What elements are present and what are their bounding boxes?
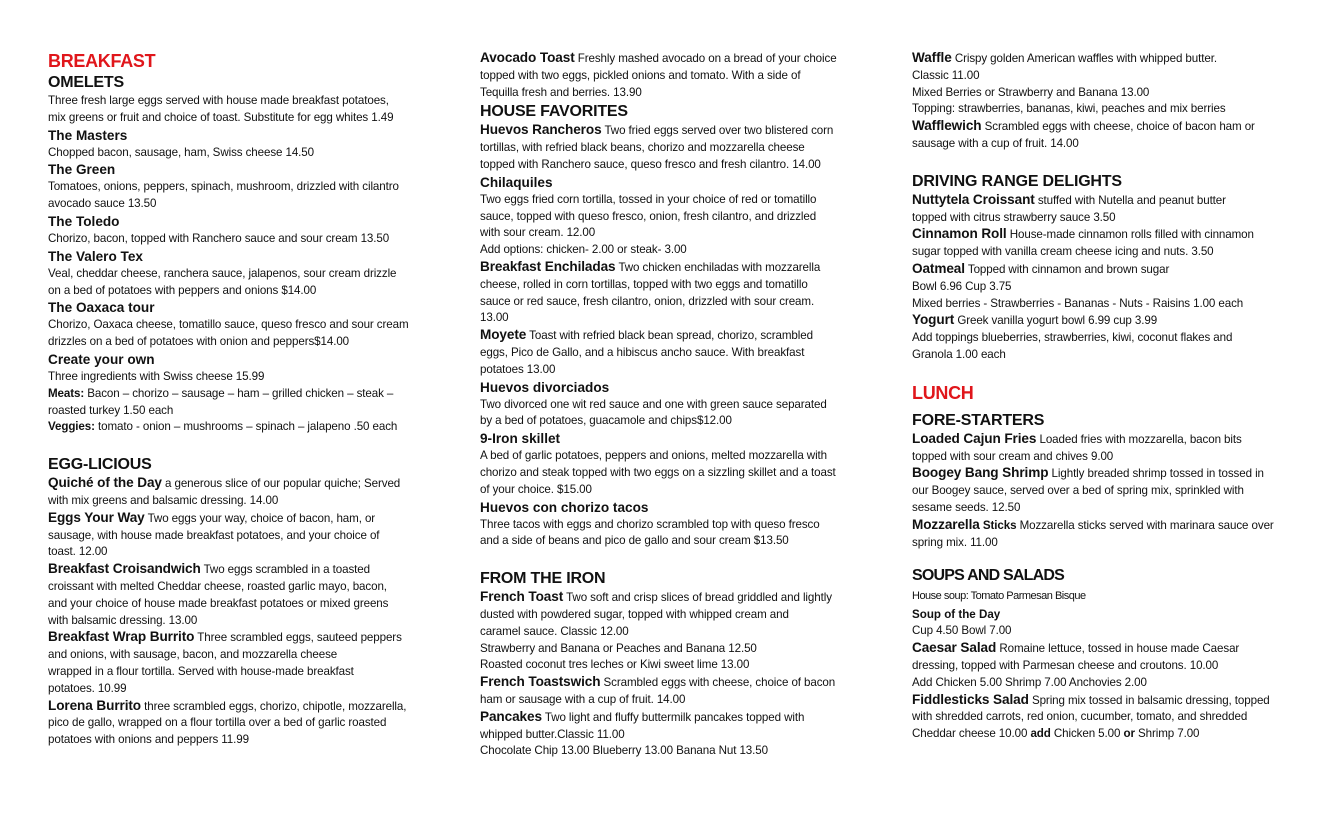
menu-item <box>48 629 468 647</box>
item-name-suffix: Sticks <box>982 518 1017 532</box>
menu-item <box>480 674 900 692</box>
item-desc: sausage, with house made breakfast potatoes, and your choice of <box>48 528 380 542</box>
menu-item <box>912 431 1332 449</box>
section-title-house-favorites: HOUSE FAVORITES <box>480 103 628 121</box>
section-title-omelets: OMELETS <box>48 74 124 91</box>
item-desc: whipped butter.Classic 11.00 <box>480 727 625 741</box>
item-name: The Green <box>48 162 116 178</box>
item-desc: Topping: strawberries, bananas, kiwi, peaches and mix berries <box>912 102 1226 116</box>
menu-item <box>912 517 1332 535</box>
item-desc: of your choice. $15.00 <box>480 482 592 496</box>
addon-text: Cheddar cheese 10.00 <box>912 727 1031 741</box>
meats-line <box>48 386 468 403</box>
item-desc: topped with sour cream and chives 9.00 <box>912 449 1114 463</box>
item-name: The Oaxaca tour <box>48 300 155 316</box>
menu-item <box>912 50 1332 68</box>
section-title-lunch: LUNCH <box>912 382 974 403</box>
item-desc: and your choice of house made breakfast potatoes or mixed greens <box>48 596 389 610</box>
menu-item <box>912 312 1332 330</box>
item-desc: Add toppings blueberries, strawberries, kiwi, coconut flakes and <box>912 331 1233 345</box>
item-name: Mozzarella <box>912 516 980 532</box>
item-desc: House-made cinnamon rolls filled with cinnamon <box>1009 228 1254 242</box>
item-desc: Add Chicken 5.00 Shrimp 7.00 Anchovies 2.00 <box>912 675 1147 689</box>
item-name: Breakfast Wrap Burrito <box>48 629 195 645</box>
item-name: French Toastswich <box>480 674 601 690</box>
item-desc: croissant with melted Cheddar cheese, roasted garlic mayo, bacon, <box>48 579 387 593</box>
section-title-breakfast: BREAKFAST <box>48 51 156 71</box>
item-desc: eggs, Pico de Gallo, and a hibiscus ancho sauce. With breakfast <box>480 345 805 359</box>
item-desc: Classic 11.00 <box>912 68 980 82</box>
item-desc: chorizo and steak topped with two eggs on a sizzling skillet and a toast <box>480 465 836 479</box>
item-name: Nuttytela Croissant <box>912 191 1035 207</box>
item-desc: Two fried eggs served over two blistered corn <box>604 124 834 138</box>
item-name: Chilaquiles <box>480 174 553 190</box>
item-desc: Chocolate Chip 13.00 Blueberry 13.00 Banana Nut 13.50 <box>480 744 768 758</box>
addon-text: Chicken 5.00 <box>1050 727 1124 741</box>
item-desc: topped with Ranchero sauce, queso fresco and fresh cilantro. 14.00 <box>480 157 821 171</box>
item-name: Lorena Burrito <box>48 697 142 713</box>
item-desc: Chorizo, bacon, topped with Ranchero sauce and sour cream 13.50 <box>48 231 390 245</box>
menu-item <box>912 261 1332 279</box>
veggies-text: tomato - onion – mushrooms – spinach – jalapeno .50 each <box>98 420 398 434</box>
item-desc: potatoes 13.00 <box>480 362 556 376</box>
item-desc: Spring mix tossed in balsamic dressing, topped <box>1031 693 1270 707</box>
item-desc: Two eggs your way, choice of bacon, ham, or <box>147 511 376 525</box>
item-desc: dusted with powdered sugar, topped with whipped cream and <box>480 607 789 621</box>
item-desc: wrapped in a flour tortilla. Served with house-made breakfast <box>48 664 354 678</box>
item-name: Fiddlesticks Salad <box>912 691 1029 707</box>
item-desc: Two light and fluffy buttermilk pancakes topped with <box>541 710 805 724</box>
addon-or: or <box>1123 727 1135 741</box>
menu-item <box>48 561 468 579</box>
item-desc: and onions, with sausage, bacon, and mozzarella cheese <box>48 648 338 662</box>
column-lunch <box>912 50 1332 743</box>
item-desc: Three ingredients with Swiss cheese 15.99 <box>48 369 265 383</box>
item-desc: drizzles on a bed of potatoes with onion and peppers$14.00 <box>48 335 350 349</box>
item-name: Wafflewich <box>912 118 982 134</box>
item-desc: sauce, topped with queso fresco, onion, fresh cilantro, and drizzled <box>480 209 817 223</box>
column-breakfast <box>48 50 468 749</box>
item-desc: Loaded fries with mozzarella, bacon bits <box>1039 432 1242 446</box>
item-desc: sugar topped with vanilla cream cheese icing and nuts. 3.50 <box>912 245 1214 259</box>
item-desc: Veal, cheddar cheese, ranchera sauce, jalapenos, sour cream drizzle <box>48 266 397 280</box>
item-desc: A bed of garlic potatoes, peppers and onions, melted mozzarella with <box>480 449 828 463</box>
item-desc: dressing, topped with Parmesan cheese and croutons. 10.00 <box>912 658 1219 672</box>
item-name: Caesar Salad <box>912 640 997 656</box>
item-name: Soup of the Day <box>912 608 1001 622</box>
item-name: The Valero Tex <box>48 248 143 264</box>
item-desc: Romaine lettuce, tossed in house made Caesar <box>999 642 1240 656</box>
addon-text: Shrimp 7.00 <box>1134 727 1200 741</box>
item-name: Breakfast Enchiladas <box>480 258 616 274</box>
item-desc: Chorizo, Oaxaca cheese, tomatillo sauce, queso fresco and sour cream <box>48 318 409 332</box>
item-desc: Tomatoes, onions, peppers, spinach, mushroom, drizzled with cilantro <box>48 180 399 194</box>
menu-item <box>480 709 900 727</box>
menu-item <box>48 510 468 528</box>
menu-item <box>912 192 1332 210</box>
item-desc: Two divorced one wit red sauce and one with green sauce separated <box>480 397 827 411</box>
item-desc: toast. 12.00 <box>48 545 108 559</box>
item-name: 9-Iron skillet <box>480 431 561 447</box>
item-desc: Two eggs fried corn tortilla, tossed in your choice of red or tomatillo <box>480 192 817 206</box>
item-desc: potatoes with onions and peppers 11.99 <box>48 733 249 747</box>
item-desc: Strawberry and Banana or Peaches and Banana 12.50 <box>480 641 757 655</box>
item-desc: sausage with a cup of fruit. 14.00 <box>912 136 1079 150</box>
item-desc: Greek vanilla yogurt bowl 6.99 cup 3.99 <box>957 314 1158 328</box>
item-desc: Scrambled eggs with cheese, choice of bacon ham or <box>984 120 1255 134</box>
item-desc: Chopped bacon, sausage, ham, Swiss cheese 14.50 <box>48 145 314 159</box>
item-desc-addons <box>912 726 1332 743</box>
item-desc: Toast with refried black bean spread, chorizo, scrambled <box>529 329 813 343</box>
section-title-egglicious: EGG-LICIOUS <box>48 456 152 474</box>
item-name: Oatmeal <box>912 260 965 276</box>
section-title-from-the-iron: FROM THE IRON <box>480 570 606 588</box>
item-desc: pico de gallo, wrapped on a flour tortilla over a bed of garlic roasted <box>48 716 387 730</box>
menu-item <box>480 259 900 277</box>
veggies-label: Veggies: <box>48 420 95 434</box>
item-name: Huevos divorciados <box>480 379 610 395</box>
item-desc: on a bed of potatoes with peppers and onions $14.00 <box>48 283 317 297</box>
item-desc: with mix greens and balsamic dressing. 14.00 <box>48 493 279 507</box>
item-name: Breakfast Croisandwich <box>48 561 201 577</box>
item-name: Create your own <box>48 351 155 367</box>
item-name: Pancakes <box>480 708 542 724</box>
item-desc: Two eggs scrambled in a toasted <box>203 563 370 577</box>
veggies-line <box>48 419 468 436</box>
item-name: Huevos Rancheros <box>480 122 602 138</box>
item-name: Quiché of the Day <box>48 475 162 491</box>
item-desc: stuffed with Nutella and peanut butter <box>1037 193 1226 207</box>
item-desc: Two soft and crisp slices of bread griddled and lightly <box>566 591 832 605</box>
menu-item <box>48 698 468 716</box>
item-name: Eggs Your Way <box>48 509 145 525</box>
addon-add: add <box>1030 727 1051 741</box>
omelets-intro: mix greens or fruit and choice of toast. Substitute for egg whites 1.49 <box>48 110 394 124</box>
item-desc: Three tacos with eggs and chorizo scrambled top with queso fresco <box>480 517 820 531</box>
item-desc: caramel sauce. Classic 12.00 <box>480 624 629 638</box>
item-desc: a generous slice of our popular quiche; Served <box>165 477 401 491</box>
menu-item <box>480 327 900 345</box>
item-desc: Topped with cinnamon and brown sugar <box>967 262 1170 276</box>
item-desc: Three scrambled eggs, sauteed peppers <box>197 631 402 645</box>
menu-item <box>480 589 900 607</box>
menu-item <box>912 465 1332 483</box>
item-name: Avocado Toast <box>480 50 575 65</box>
menu-item <box>912 118 1332 136</box>
meats-label: Meats: <box>48 386 85 400</box>
item-name: Huevos con chorizo tacos <box>480 499 649 515</box>
item-desc: sesame seeds. 12.50 <box>912 500 1021 514</box>
item-desc: avocado sauce 13.50 <box>48 197 157 211</box>
item-desc: Scrambled eggs with cheese, choice of bacon <box>603 676 836 690</box>
item-name: French Toast <box>480 589 564 605</box>
item-desc: three scrambled eggs, chorizo, chipotle, mozzarella, <box>144 699 407 713</box>
item-desc: ham or sausage with a cup of fruit. 14.00 <box>480 692 686 706</box>
meats-text: roasted turkey 1.50 each <box>48 403 174 417</box>
item-desc: Granola 1.00 each <box>912 347 1006 361</box>
menu-item <box>912 692 1332 710</box>
item-name: The Masters <box>48 127 128 143</box>
section-title-fore-starters: FORE-STARTERS <box>912 411 1045 429</box>
item-desc: topped with citrus strawberry sauce 3.50 <box>912 210 1116 224</box>
item-desc: with shredded carrots, red onion, cucumber, tomato, and shredded <box>912 710 1248 724</box>
item-name: Yogurt <box>912 312 955 328</box>
item-desc: potatoes. 10.99 <box>48 681 127 695</box>
item-desc: Freshly mashed avocado on a bread of your choice <box>577 52 837 65</box>
menu-item <box>480 50 900 68</box>
item-desc: and a side of beans and pico de gallo and sour cream $13.50 <box>480 534 789 548</box>
item-desc: sauce or red sauce, fresh cilantro, onion, drizzled with sour cream. <box>480 294 815 308</box>
item-desc: topped with two eggs, pickled onions and tomato. With a side of <box>480 68 801 82</box>
item-desc: with balsamic dressing. 13.00 <box>48 613 198 627</box>
item-name: Cinnamon Roll <box>912 226 1007 242</box>
menu-item <box>912 640 1332 658</box>
item-desc: our Boogey sauce, served over a bed of spring mix, sprinkled with <box>912 484 1244 498</box>
item-desc: Cup 4.50 Bowl 7.00 <box>912 624 1012 638</box>
item-desc: Lightly breaded shrimp tossed in tossed in <box>1051 467 1264 481</box>
item-desc: spring mix. 11.00 <box>912 535 998 549</box>
item-name: Waffle <box>912 50 952 65</box>
item-desc: cheese, rolled in corn tortillas, topped with two eggs and tomatillo <box>480 277 808 291</box>
menu-item <box>480 122 900 140</box>
item-name: Loaded Cajun Fries <box>912 430 1037 446</box>
item-name: Boogey Bang Shrimp <box>912 465 1049 481</box>
item-desc: Mixed berries - Strawberries - Bananas - Nuts - Raisins 1.00 each <box>912 296 1244 310</box>
item-desc: 13.00 <box>480 311 509 325</box>
item-desc: Crispy golden American waffles with whipped butter. <box>954 52 1217 65</box>
item-desc: with sour cream. 12.00 <box>480 226 596 240</box>
item-desc: by a bed of potatoes, guacamole and chips$12.00 <box>480 414 732 428</box>
item-desc: Mozzarella sticks served with marinara sauce over <box>1019 518 1274 532</box>
item-desc: Tequilla fresh and berries. 13.90 <box>480 85 642 99</box>
item-desc: Bowl 6.96 Cup 3.75 <box>912 279 1012 293</box>
item-name: The Toledo <box>48 213 120 229</box>
item-desc: Two chicken enchiladas with mozzarella <box>618 260 821 274</box>
column-favorites <box>480 50 900 760</box>
meats-text: Bacon – chorizo – sausage – ham – grilled chicken – steak – <box>87 386 394 400</box>
house-soup: House soup: Tomato Parmesan Bisque <box>912 590 1086 603</box>
section-title-soups-salads: SOUPS AND SALADS <box>912 567 1064 585</box>
item-desc: Mixed Berries or Strawberry and Banana 13.00 <box>912 85 1150 99</box>
omelets-intro: Three fresh large eggs served with house made breakfast potatoes, <box>48 94 389 107</box>
menu-item <box>912 226 1332 244</box>
item-desc: Roasted coconut tres leches or Kiwi sweet lime 13.00 <box>480 658 750 672</box>
menu-item <box>48 475 468 493</box>
item-desc: tortillas, with refried black beans, chorizo and mozzarella cheese <box>480 141 805 155</box>
item-desc: Add options: chicken- 2.00 or steak- 3.00 <box>480 243 687 257</box>
section-title-driving-range: DRIVING RANGE DELIGHTS <box>912 172 1122 190</box>
item-name: Moyete <box>480 327 527 343</box>
